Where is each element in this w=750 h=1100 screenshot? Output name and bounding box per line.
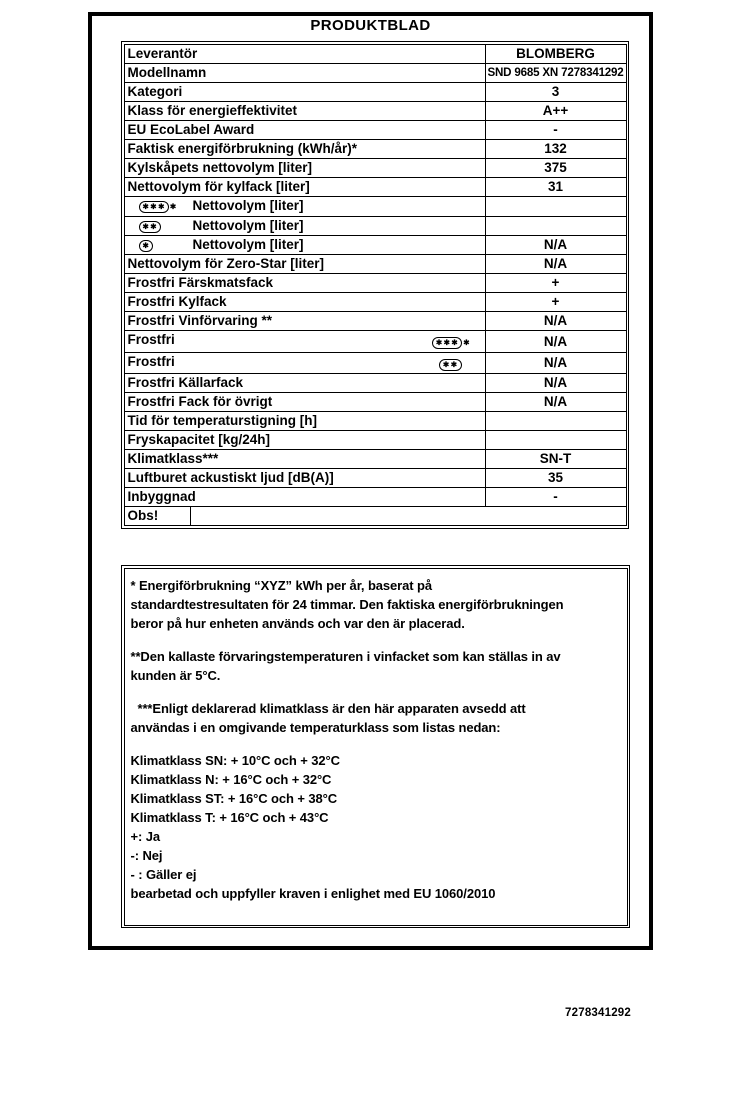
row-label: Kylskåpets nettovolym [liter] <box>124 158 485 177</box>
table-row <box>124 412 626 431</box>
row-value: 35 <box>485 469 626 488</box>
table-row <box>124 196 626 216</box>
table-row <box>124 216 626 235</box>
table-row <box>124 177 626 196</box>
row-value: + <box>485 293 626 312</box>
row-label: Frostfri Färskmatsfack <box>124 274 485 293</box>
footnote-line: bearbetad och uppfyller kraven i enlighet med EU 1060/2010 <box>130 885 496 901</box>
row-label: Modellnamn <box>124 63 485 82</box>
table-row <box>124 101 626 120</box>
row-value <box>485 431 626 450</box>
row-label: Leverantör <box>124 44 485 63</box>
table-row <box>124 488 626 507</box>
product-spec-table <box>121 41 629 529</box>
row-value: 31 <box>485 177 626 196</box>
table-row <box>124 82 626 101</box>
table-row <box>124 293 626 312</box>
table-row <box>124 393 626 412</box>
table-row <box>124 120 626 139</box>
row-value: N/A <box>485 255 626 274</box>
page-title: PRODUKTBLAD <box>310 17 431 34</box>
table-row <box>124 312 626 331</box>
footnote-line: Klimatklass ST: + 16°C och + 38°C <box>130 790 338 806</box>
row-value: - <box>485 120 626 139</box>
two-star-freezer-icon: ✱✱ <box>139 217 185 235</box>
table-row <box>124 469 626 488</box>
row-value: - <box>485 488 626 507</box>
table-row <box>124 235 626 254</box>
row-label: Fryskapacitet [kg/24h] <box>124 431 485 450</box>
row-value: N/A <box>485 235 626 254</box>
table-row-obs <box>124 507 626 526</box>
four-star-freezer-icon: ✱✱✱ ✱ <box>432 333 470 352</box>
footnote-line: Klimatklass SN: + 10°C och + 32°C <box>130 752 340 768</box>
row-value: N/A <box>485 374 626 393</box>
row-value: 3 <box>485 82 626 101</box>
row-label: Inbyggnad <box>124 488 485 507</box>
row-label: Frostfri Fack för övrigt <box>124 393 485 412</box>
row-label: ✱✱ Frostfri <box>124 353 485 374</box>
two-star-freezer-icon: ✱✱ <box>439 355 462 373</box>
footnote-line: användas i en omgivande temperaturklass som listas nedan: <box>130 719 501 735</box>
footnote-line: beror på hur enheten används och var den är placerad. <box>130 615 465 631</box>
row-label: Klimatklass*** <box>124 450 485 469</box>
table-row <box>124 331 626 353</box>
row-label: Nettovolym för kylfack [liter] <box>124 177 485 196</box>
row-value: + <box>485 274 626 293</box>
row-label: Nettovolym för Zero-Star [liter] <box>124 255 485 274</box>
row-label: EU EcoLabel Award <box>124 120 485 139</box>
row-value <box>485 412 626 431</box>
row-label: Frostfri Vinförvaring ** <box>124 312 485 331</box>
row-value <box>485 196 626 216</box>
row-label: ✱✱✱ ✱ Frostfri <box>124 331 485 353</box>
row-label: ✱✱✱ ✱ Nettovolym [liter] <box>124 196 485 216</box>
footnote-blank-line <box>131 685 623 699</box>
footnote-line: -: Nej <box>130 847 163 863</box>
row-label: Luftburet ackustiskt ljud [dB(A)] <box>124 469 485 488</box>
table-row <box>124 431 626 450</box>
row-value: N/A <box>485 331 626 353</box>
document-number: 7278341292 <box>565 1007 631 1019</box>
footnote-line: +: Ja <box>130 828 160 844</box>
row-label: Tid för temperaturstigning [h] <box>124 412 485 431</box>
footnote-line: kunden är 5°C. <box>130 667 221 683</box>
obs-label: Obs! <box>125 507 191 525</box>
row-value <box>485 216 626 235</box>
footnote-blank-line <box>131 737 623 751</box>
four-star-freezer-icon: ✱✱✱ ✱ <box>139 197 185 216</box>
footnote-line: standardtestresultaten för 24 timmar. Den faktiska energiförbrukningen <box>130 596 564 612</box>
row-value: N/A <box>485 312 626 331</box>
row-label: ✱ Nettovolym [liter] <box>124 235 485 254</box>
row-label: Faktisk energiförbrukning (kWh/år)* <box>124 139 485 158</box>
table-row <box>124 374 626 393</box>
row-value: N/A <box>485 353 626 374</box>
footnote-line: Klimatklass N: + 16°C och + 32°C <box>130 771 332 787</box>
footnotes-text <box>124 568 628 926</box>
table-row <box>124 44 626 63</box>
row-value: BLOMBERG <box>485 44 626 63</box>
footnotes-box <box>121 565 630 928</box>
footnote-line: **Den kallaste förvaringstemperaturen i vinfacket som kan ställas in av <box>130 648 561 664</box>
row-value: A++ <box>485 101 626 120</box>
footnote-blank-line <box>131 633 623 647</box>
row-value: SND 9685 XN 7278341292 <box>485 63 626 82</box>
table-row <box>124 158 626 177</box>
table-row <box>124 255 626 274</box>
obs-cell <box>124 507 626 526</box>
footnote-line: ***Enligt deklarerad klimatklass är den här apparaten avsedd att <box>137 700 526 716</box>
row-label: Frostfri Källarfack <box>124 374 485 393</box>
table-row <box>124 353 626 374</box>
table-row <box>124 450 626 469</box>
row-label: Kategori <box>124 82 485 101</box>
footnote-line: * Energiförbrukning “XYZ” kWh per år, baserat på <box>130 577 432 593</box>
footnote-line: - : Gäller ej <box>130 866 197 882</box>
footnote-line: Klimatklass T: + 16°C och + 43°C <box>130 809 329 825</box>
row-value: 132 <box>485 139 626 158</box>
table-row <box>124 274 626 293</box>
row-label: Frostfri Kylfack <box>124 293 485 312</box>
row-label: Klass för energieffektivitet <box>124 101 485 120</box>
row-value: N/A <box>485 393 626 412</box>
one-star-freezer-icon: ✱ <box>139 236 185 254</box>
table-row <box>124 63 626 82</box>
row-value: SN-T <box>485 450 626 469</box>
row-label: ✱✱ Nettovolym [liter] <box>124 216 485 235</box>
row-value: 375 <box>485 158 626 177</box>
table-row <box>124 139 626 158</box>
